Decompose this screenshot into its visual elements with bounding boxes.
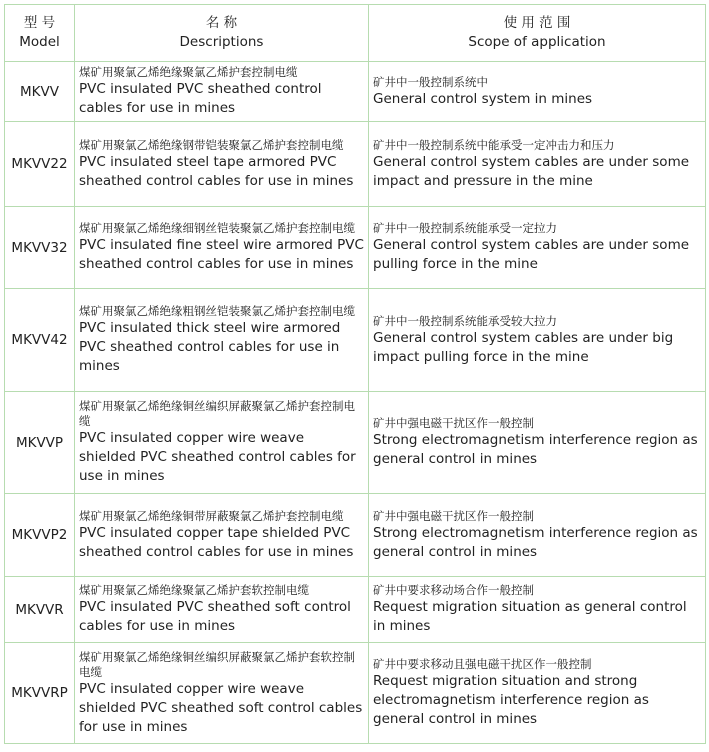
description-cell <box>75 62 369 122</box>
scope-cell <box>369 289 706 392</box>
cable-spec-table-wrapper <box>4 4 705 744</box>
scope-en: Strong electromagnetism interference region as general control in mines <box>373 432 698 467</box>
description-cell <box>75 643 369 744</box>
scope-cell <box>369 494 706 577</box>
scope-cell <box>369 122 706 207</box>
header-model-zh: 型 号 <box>23 15 56 31</box>
header-scope-zh: 使 用 范 围 <box>503 15 571 31</box>
model-cell: MKVV <box>5 62 75 122</box>
scope-cell <box>369 207 706 289</box>
description-cell <box>75 289 369 392</box>
cable-spec-table <box>4 4 706 744</box>
description-zh: 煤矿用聚氯乙烯绝缘粗钢丝铠装聚氯乙烯护套控制电缆 <box>79 304 355 318</box>
scope-en: General control system cables are under some pulling force in the mine <box>373 237 690 272</box>
scope-en: General control system cables are under big impact pulling force in the mine <box>373 329 674 365</box>
table-row <box>5 392 706 494</box>
model-cell: MKVVR <box>5 577 75 643</box>
header-model <box>5 5 75 62</box>
description-en: PVC insulated PVC sheathed soft control cables for use in mines <box>79 599 351 634</box>
description-cell <box>75 207 369 289</box>
scope-en: General control system in mines <box>373 90 593 107</box>
scope-cell <box>369 643 706 744</box>
description-en: PVC insulated PVC sheathed control cables for use in mines <box>79 81 322 116</box>
table-header-row <box>5 5 706 62</box>
scope-zh: 矿井中一般控制系统能承受较大拉力 <box>373 313 557 328</box>
scope-en: Strong electromagnetism interference region as general control in mines <box>373 524 698 560</box>
header-scope-en: Scope of application <box>468 34 606 50</box>
model-cell: MKVV42 <box>5 289 75 392</box>
description-cell <box>75 577 369 643</box>
model-cell: MKVV32 <box>5 207 75 289</box>
scope-zh: 矿井中一般控制系统中 <box>373 74 488 89</box>
scope-zh: 矿井中一般控制系统中能承受一定冲击力和压力 <box>373 137 615 152</box>
description-en: PVC insulated steel tape armored PVC sheathed control cables for use in mines <box>79 153 354 189</box>
scope-zh: 矿井中要求移动且强电磁干扰区作一般控制 <box>373 657 592 671</box>
scope-zh: 矿井中要求移动场合作一般控制 <box>373 583 534 597</box>
header-descriptions <box>75 5 369 62</box>
description-zh: 煤矿用聚氯乙烯绝缘细钢丝铠装聚氯乙烯护套控制电缆 <box>79 221 355 235</box>
header-desc-zh: 名 称 <box>205 15 238 31</box>
scope-en: Request migration situation as general control in mines <box>373 599 687 634</box>
table-row <box>5 122 706 207</box>
model-cell: MKVVP <box>5 392 75 494</box>
model-cell: MKVVRP <box>5 643 75 744</box>
description-en: PVC insulated thick steel wire armored PVC sheathed control cables for use in mines <box>79 320 341 374</box>
header-desc-en: Descriptions <box>179 34 264 50</box>
scope-zh: 矿井中强电磁干扰区作一般控制 <box>373 508 534 523</box>
scope-en: General control system cables are under some impact and pressure in the mine <box>373 153 690 189</box>
table-row <box>5 577 706 643</box>
table-row <box>5 643 706 744</box>
description-cell <box>75 494 369 577</box>
table-row <box>5 207 706 289</box>
table-row <box>5 62 706 122</box>
description-zh: 煤矿用聚氯乙烯绝缘聚氯乙烯护套控制电缆 <box>79 65 298 79</box>
description-en: PVC insulated copper wire weave shielded PVC sheathed soft control cables for use in mines <box>79 680 363 735</box>
table-row <box>5 289 706 392</box>
table-row <box>5 494 706 577</box>
scope-cell <box>369 577 706 643</box>
header-scope <box>369 5 706 62</box>
description-zh: 煤矿用聚氯乙烯绝缘铜丝编织屏蔽聚氯乙烯护套软控制电缆 <box>79 649 355 679</box>
description-en: PVC insulated fine steel wire armored PVC sheathed control cables for use in mines <box>79 237 364 272</box>
scope-zh: 矿井中一般控制系统能承受一定拉力 <box>373 221 557 235</box>
description-cell <box>75 392 369 494</box>
scope-cell <box>369 392 706 494</box>
description-zh: 煤矿用聚氯乙烯绝缘铜带屏蔽聚氯乙烯护套控制电缆 <box>79 508 344 523</box>
model-cell: MKVV22 <box>5 122 75 207</box>
description-en: PVC insulated copper tape shielded PVC sheathed control cables for use in mines <box>79 524 354 560</box>
description-zh: 煤矿用聚氯乙烯绝缘钢带铠装聚氯乙烯护套控制电缆 <box>79 137 344 152</box>
description-zh: 煤矿用聚氯乙烯绝缘铜丝编织屏蔽聚氯乙烯护套控制电缆 <box>79 399 355 428</box>
scope-cell <box>369 62 706 122</box>
scope-zh: 矿井中强电磁干扰区作一般控制 <box>373 416 534 430</box>
scope-en: Request migration situation and strong electromagnetism interference region as general control in mines <box>373 673 649 727</box>
description-zh: 煤矿用聚氯乙烯绝缘聚氯乙烯护套软控制电缆 <box>79 583 309 597</box>
header-model-en: Model <box>19 34 60 50</box>
description-en: PVC insulated copper wire weave shielded PVC sheathed control cables for use in mines <box>79 430 356 484</box>
model-cell: MKVVP2 <box>5 494 75 577</box>
description-cell <box>75 122 369 207</box>
